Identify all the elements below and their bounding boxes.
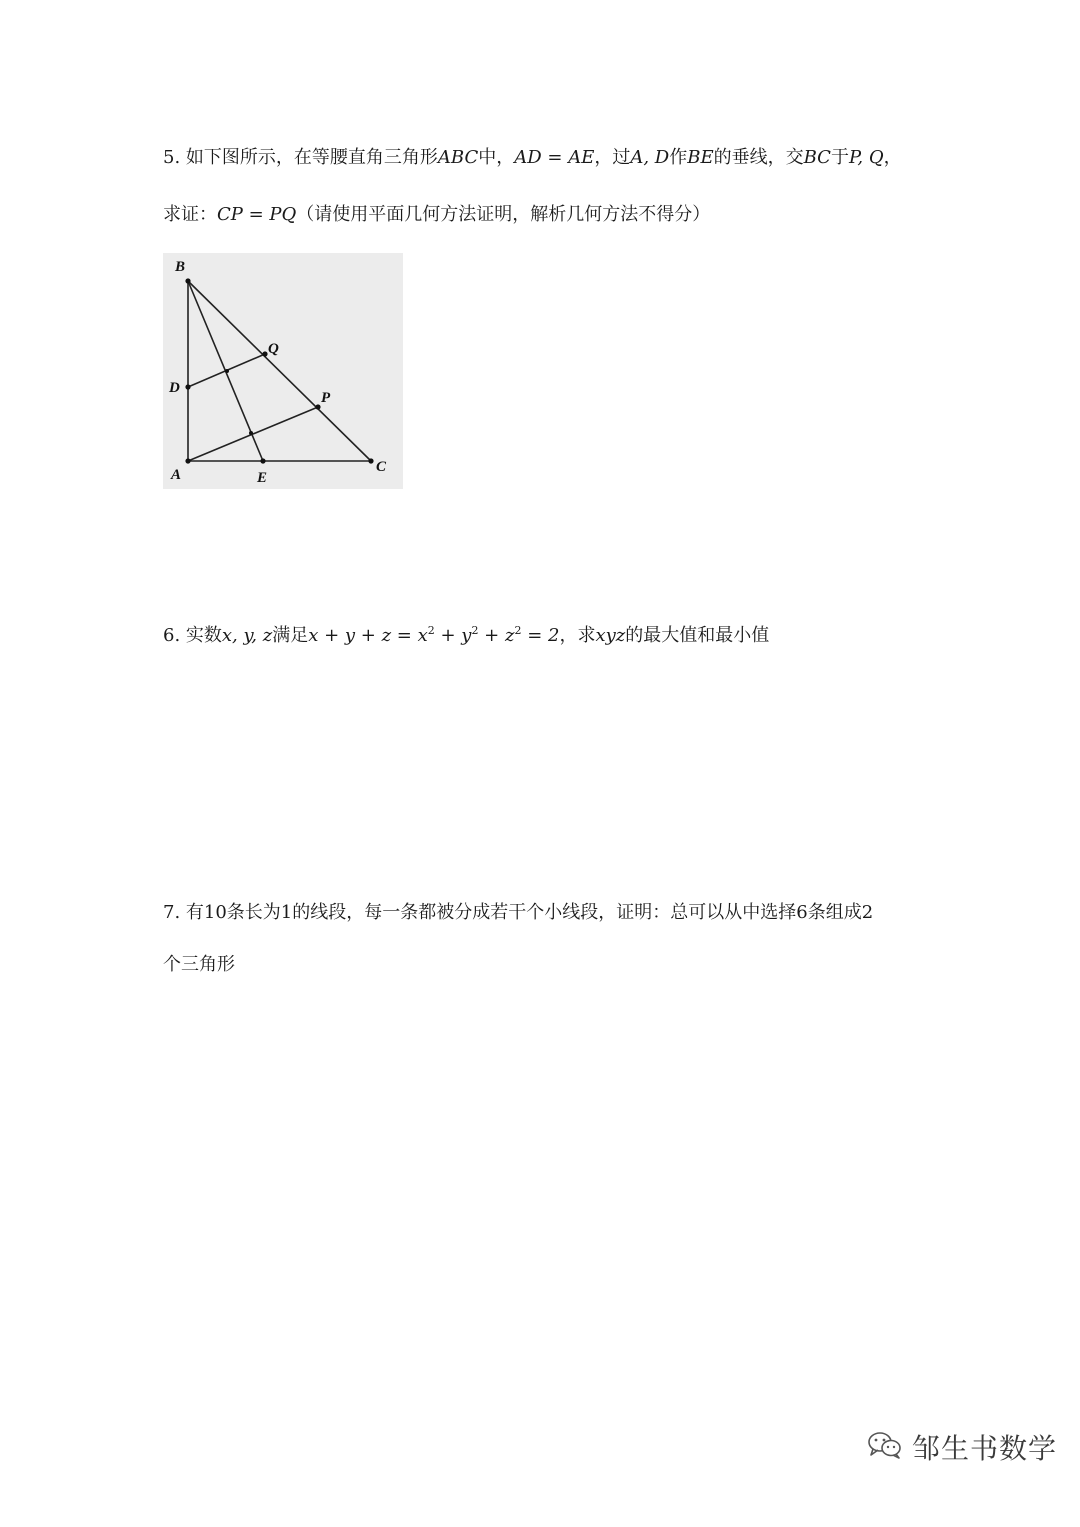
math: x + y + z = x [308, 625, 428, 646]
math: xyz [595, 625, 626, 646]
point-b [185, 278, 190, 283]
foot-d [225, 369, 229, 373]
text: 5. 如下图所示，在等腰直角三角形 [163, 147, 438, 168]
point-a [185, 458, 190, 463]
point-c [368, 458, 373, 463]
math: CP = PQ [217, 204, 297, 225]
text: 的垂线，交 [713, 147, 804, 168]
problem-7-line-2: 个三角形 [163, 954, 235, 975]
label-q: Q [268, 341, 279, 357]
point-p [315, 404, 320, 409]
exponent: 2 [471, 624, 479, 637]
math: x, y, z [221, 625, 273, 646]
text: 满足 [272, 625, 309, 646]
text: 作 [669, 147, 688, 168]
watermark-text: 邹生书数学 [912, 1432, 1058, 1465]
text: 的最大值和最小值 [625, 625, 770, 646]
math: AD = AE [514, 147, 595, 168]
label-d: D [169, 380, 180, 396]
text: （请使用平面几何方法证明，解析几何方法不得分） [296, 204, 711, 225]
text: 6. 实数 [163, 625, 222, 646]
segment-ap [188, 407, 318, 461]
watermark [866, 1427, 1057, 1467]
label-p: P [321, 390, 331, 406]
math: + y [434, 625, 472, 646]
text: 于 [830, 147, 849, 168]
label-b: B [175, 259, 186, 275]
math: BC [803, 147, 831, 168]
foot-a [249, 431, 253, 435]
point-e [260, 458, 265, 463]
problem-5-line-2 [163, 203, 710, 227]
text: ， [883, 147, 902, 168]
exponent: 2 [427, 624, 435, 637]
segment-bc [188, 281, 371, 461]
exponent: 2 [514, 624, 522, 637]
label-c: C [376, 459, 387, 475]
point-q [262, 351, 267, 356]
text: ，求 [559, 625, 596, 646]
text: 求证： [163, 204, 217, 225]
math: = 2 [521, 625, 560, 646]
label-e: E [257, 470, 268, 486]
text: 中， [478, 147, 515, 168]
problem-5-line-1 [163, 146, 902, 170]
triangle-diagram [163, 253, 403, 489]
wechat-icon [866, 1429, 904, 1465]
math: ABC [437, 147, 479, 168]
label-a: A [171, 467, 182, 483]
math: P, Q [848, 147, 884, 168]
math: A, D [630, 147, 670, 168]
math: + z [478, 625, 515, 646]
point-d [185, 384, 190, 389]
problem-7-line-1: 7. 有10条长为1的线段，每一条都被分成若干个小线段，证明：总可以从中选择6条组成2 [163, 902, 874, 923]
triangle-figure [163, 253, 403, 489]
problem-6 [163, 624, 769, 648]
text: ，过 [594, 147, 631, 168]
math: BE [687, 147, 714, 168]
